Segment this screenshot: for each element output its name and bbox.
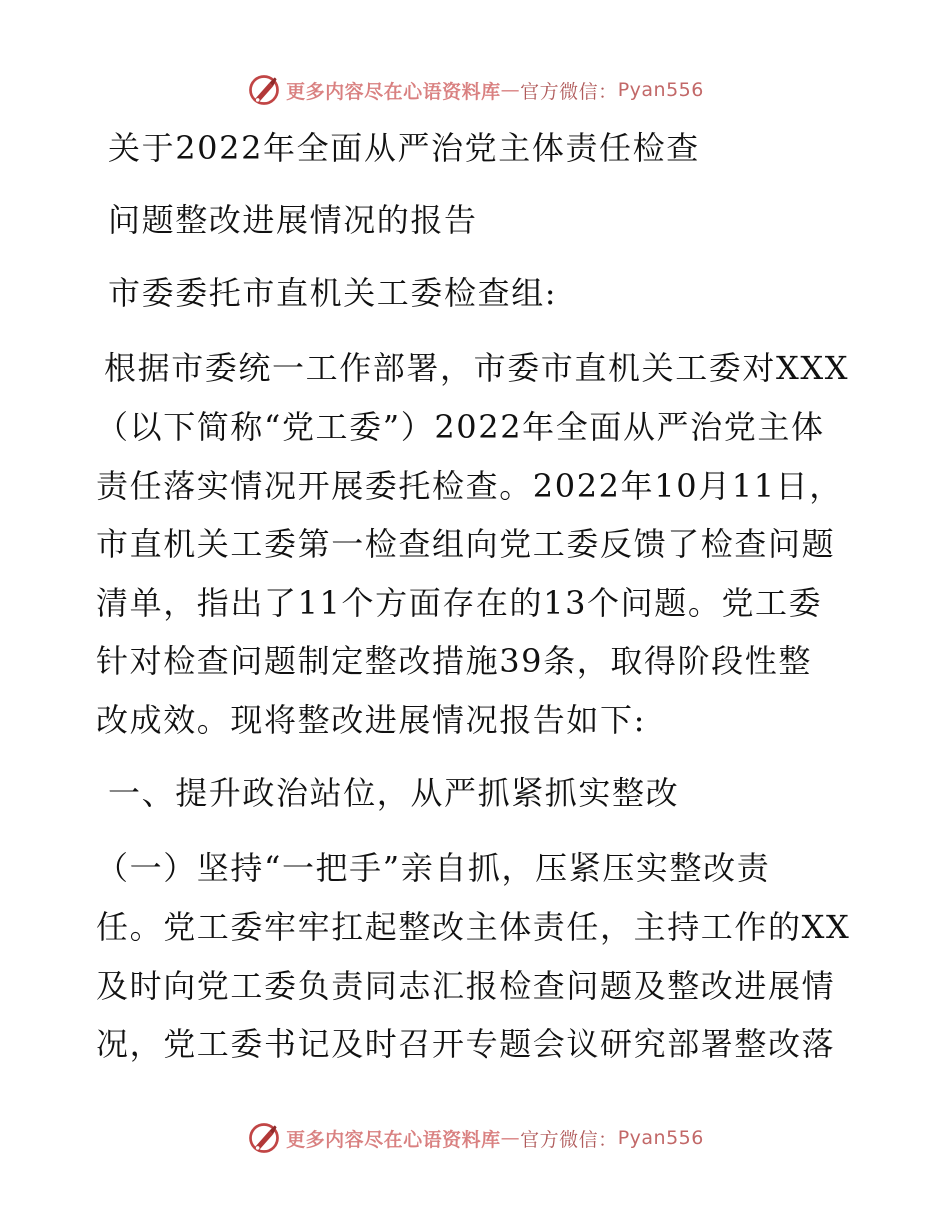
addressee: 市委委托市直机关工委检查组: [108,274,558,312]
watermark-main-text: 更多内容尽在心语资料库 [286,1128,501,1151]
section-paragraph-line: （一）坚持“一把手”亲自抓，压紧压实整改责 [96,849,771,887]
section-paragraph-line: 及时向党工委负责同志汇报检查问题及整改进展情 [96,967,836,1005]
watermark-wechat-label: 官方微信： [520,1128,618,1151]
intro-paragraph-line: 根据市委统一工作部署，市委市直机关工委对XXX [104,349,850,387]
watermark-main-text: 更多内容尽在心语资料库 [286,80,501,103]
footer-watermark [0,1118,950,1158]
section-paragraph-line: 况，党工委书记及时召开专题会议研究部署整改落 [96,1025,836,1063]
pen-logo-icon [246,72,282,108]
title-line-1: 关于2022年全面从严治党主体责任检查 [108,129,700,167]
watermark-wechat-id: Pyan556 [617,79,704,101]
section-heading: 一、提升政治站位，从严抓紧抓实整改 [108,774,680,812]
watermark-wechat-label: 官方微信： [520,80,618,103]
title-line-2: 问题整改进展情况的报告 [108,201,478,239]
watermark-wechat-id: Pyan556 [617,1127,704,1149]
watermark-dash: — [500,1127,521,1149]
intro-paragraph-line: 责任落实情况开展委托检查。2022年10月11日， [96,467,843,505]
watermark-dash: — [500,79,521,101]
intro-paragraph-line: 改成效。现将整改进展情况报告如下: [96,701,646,739]
intro-paragraph-line: 市直机关工委第一检查组向党工委反馈了检查问题 [96,525,836,563]
header-watermark [0,70,950,110]
section-paragraph-line: 任。党工委牢牢扛起整改主体责任，主持工作的XX [96,908,851,946]
pen-logo-icon [246,1120,282,1156]
intro-paragraph-line: 清单，指出了11个方面存在的13个问题。党工委 [96,584,823,622]
intro-paragraph-line: 针对检查问题制定整改措施39条，取得阶段性整 [96,642,812,680]
intro-paragraph-line: （以下简称“党工委”）2022年全面从严治党主体 [96,408,825,446]
